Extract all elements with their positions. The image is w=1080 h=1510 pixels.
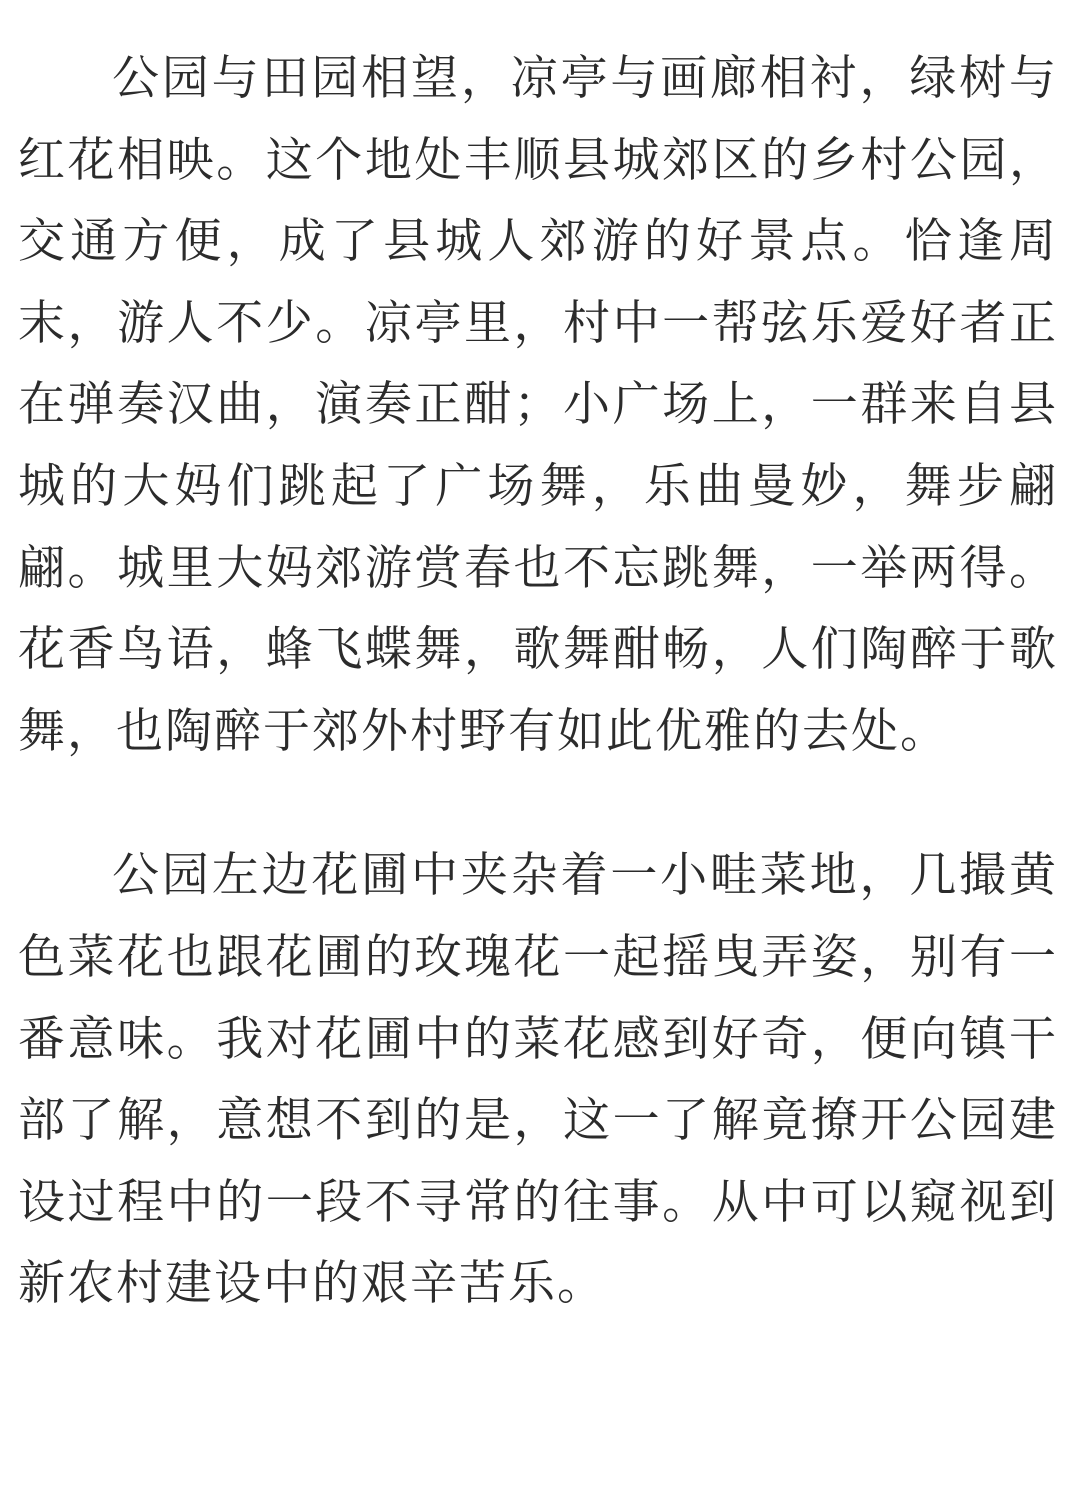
paragraph-1: 公园与田园相望，凉亭与画廊相衬，绿树与红花相映。这个地处丰顺县城郊区的乡村公园，交通方便，成了县城人郊游的好景点。恰逢周末，游人不少。凉亭里，村中一帮弦乐爱好者正在弹奏汉曲，演奏正酣；小广场上，一群来自县城的大妈们跳起了广场舞，乐曲曼妙，舞步翩翩。城里大妈郊游赏春也不忘跳舞，一举两得。花香鸟语，蜂飞蝶舞，歌舞酣畅，人们陶醉于歌舞，也陶醉于郊外村野有如此优雅的去处。 <box>18 51 1058 759</box>
article-body <box>18 38 1058 1325</box>
paragraph-2: 公园左边花圃中夹杂着一小畦菜地，几撮黄色菜花也跟花圃的玫瑰花一起摇曳弄姿，别有一番意味。我对花圃中的菜花感到好奇，便向镇干部了解，意想不到的是，这一了解竟撩开公园建设过程中的一段不寻常的往事。从中可以窥视到新农村建设中的艰辛苦乐。 <box>18 848 1058 1312</box>
